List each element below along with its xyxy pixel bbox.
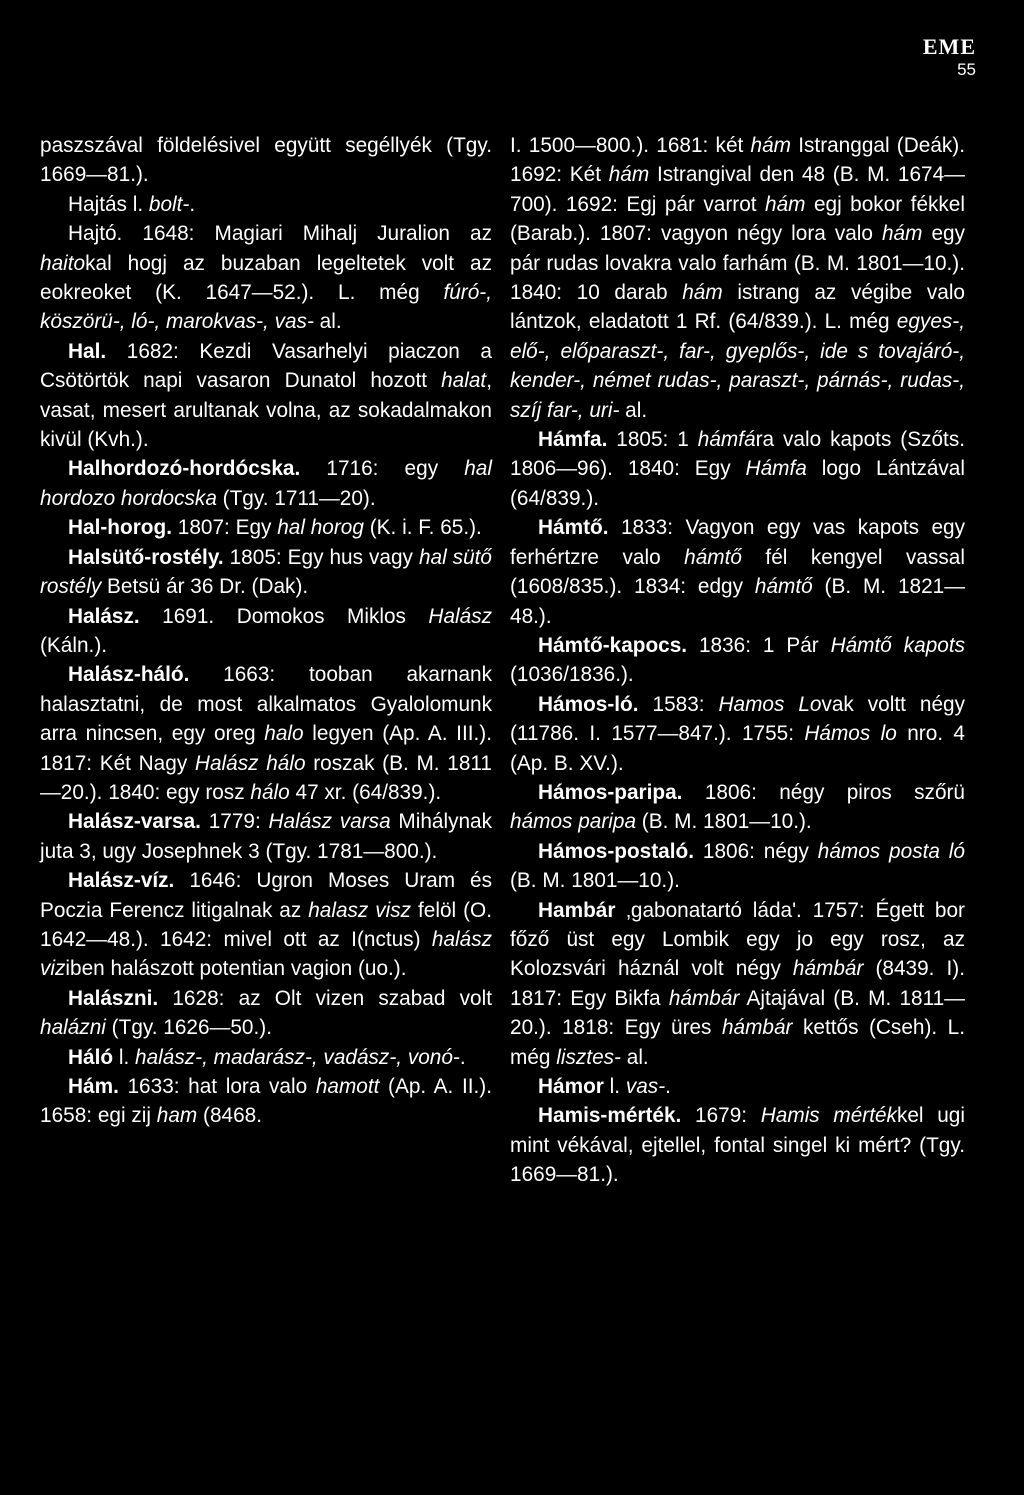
entry-text: (8439. I). 1817: Egy Bikfa [510,957,965,1010]
entry-headword: Hámtő. [538,516,609,540]
italic-term: hal horog [277,516,364,540]
italic-term: lisztes- [556,1045,621,1069]
entry-headword: Háló [68,1045,114,1069]
entry-headword: Hámos-ló. [538,692,639,716]
entry-paragraph [510,778,965,837]
right-column [510,131,965,1190]
italic-term: Hamos Lo [718,692,822,716]
entry-text: 1833: Vagyon egy vas kapots egy ferhértzre valo [510,516,965,569]
italic-term: bolt- [148,192,190,216]
entry-headword: Halász-varsa. [68,810,201,834]
italic-term: hal sütő rostély [40,545,492,599]
entry-headword: Hal. [68,339,107,363]
entry-text: 1805: Egy hus vagy [223,545,419,569]
entry-text: (1036/1836.). [510,663,634,687]
entry-paragraph [40,866,492,984]
italic-term: Halász hálo [194,751,306,775]
entry-headword: Halász-víz. [68,869,175,893]
entry-paragraph [510,425,965,513]
entry-headword: Hám. [68,1075,119,1098]
entry-paragraph [510,837,965,896]
entry-text: kal hogj az buzaban legeltetek volt az eokreoket (K. 1647—52.). L. még [40,251,492,305]
entry-paragraph [40,807,492,866]
italic-term: Hámos lo [804,722,897,746]
entry-text: al. [313,310,342,334]
entry-text: 1646: Ugron Moses Uram és Poczia Ferencz litigalnak az [40,869,492,922]
entry-headword: Halhordozó-hordócska. [68,457,301,481]
entry-text: 1633: hat lora valo [118,1075,316,1098]
entry-text: istrang az végibe valo lántzok, eladatott 1 Rf. (64/839.). L. még [510,281,966,334]
entry-text: (Tgy. 1626—50.). [105,1016,272,1040]
entry-text: egy pár rudas lovakra valo farhám (B. M. 1801—10.). 1840: 10 darab [510,222,965,305]
entry-text: . [459,1045,466,1069]
entry-paragraph [510,513,965,631]
entry-paragraph [40,602,492,661]
italic-term: hámfá [697,428,756,452]
entry-paragraph [40,513,492,542]
entry-text: kel ugi mint vékával, ejtellel, fontal singel ki mért? (Tgy. 1669—81.). [510,1104,965,1187]
italic-term: hámbár [668,986,740,1010]
entry-text: vak voltt négy (11786. I. 1577—847.). 1755: [510,692,965,746]
entry-paragraph [40,1072,492,1131]
entry-headword: Halász. [68,604,140,628]
italic-term: ham [156,1104,198,1128]
entry-headword: Hal-horog. [68,516,172,540]
italic-term: Hamis mérték [760,1104,897,1128]
entry-text: 47 xr. (64/839.). [289,780,442,804]
italic-term: Halász [428,604,492,628]
italic-term: halo [264,722,304,746]
entry-paragraph [40,219,492,337]
entry-text: al. [620,1045,649,1069]
entry-text: Mihálynak juta 3, ugy Josephnek 3 (Tgy. 1781—800.). [40,810,492,863]
italic-term: fúró-, köszörü-, ló-, marokvas-, vas- [40,281,492,334]
entry-text: 1691. Domokos Miklos [139,604,429,628]
italic-term: hámtő [684,545,742,569]
italic-term: halat [441,369,487,393]
entry-text: Hajtás l. [68,192,149,216]
italic-term: hámtő [754,575,813,599]
entry-paragraph [40,543,492,602]
entry-text: al. [619,398,648,422]
entry-text: (Ap. A. II.). 1658: egi zij [40,1075,492,1128]
italic-term: hám [682,281,723,305]
italic-term: hamott [315,1075,380,1098]
italic-term: vas- [625,1075,666,1098]
italic-term: hal hordozo hordocska [40,457,492,510]
italic-term: halasz visz [308,898,412,922]
italic-term: halázni [40,1016,106,1040]
entry-text: 1836: 1 Pár [687,633,831,657]
entry-text: ra valo kapots (Szőts. 1806—96). 1840: Egy [510,428,965,481]
entry-text: logo Lántzával (64/839.). [510,457,965,510]
entry-text: (B. M. 1801—10.). [636,810,812,834]
entry-headword: Hámfa. [538,428,608,452]
entry-text: I. 1500—800.). 1681: két [510,134,751,157]
entry-headword: Hamis-mérték. [538,1104,682,1128]
entry-text: 1716: egy [300,457,465,481]
entry-text: (B. M. 1821—48.). [510,575,966,628]
entry-paragraph [40,1043,492,1072]
entry-text: egj bokor fékkel (Barab.). 1807: vagyon négy lora valo [510,192,965,246]
entry-headword: Halász-háló. [68,663,190,687]
italic-term: hámbár [721,1016,793,1040]
entry-paragraph [510,631,965,690]
entry-headword: Hámtő-kapocs. [538,633,688,657]
entry-headword: Hámos-paripa. [538,780,683,804]
entry-text: , vasat, mesert arultanak volna, az sokadalmakon kivül (Kvh.). [40,369,492,452]
entry-paragraph [40,660,492,807]
italic-term: hám [608,163,650,187]
entry-paragraph [40,190,492,219]
italic-term: halász viz [40,927,492,981]
left-column [40,131,492,1131]
entry-text: (Tgy. 1711—20). [216,486,376,510]
entry-text: (K. i. F. 65.). [363,516,482,540]
entry-text: kettős (Cseh). L. még [510,1016,966,1069]
entry-paragraph [40,337,492,455]
entry-text: Hajtó. 1648: Magiari Mihalj Juralion az [68,222,492,246]
entry-text: Betsü ár 36 Dr. (Dak). [101,575,309,599]
entry-paragraph [510,690,965,778]
running-head: EME [922,34,976,59]
entry-text: 1663: tooban akarnank halasztatni, de most alkalmatos Gyalolomunk arra nincsen, egy oreg [40,663,492,746]
entry-text: 1805: 1 [607,428,698,452]
italic-term: hámos paripa [510,810,637,834]
entry-text: legyen (Ap. A. III.). 1817: Két Nagy [40,722,492,775]
entry-paragraph [40,131,492,190]
italic-term: halász-, madarász-, vadász-, vonó- [135,1045,460,1069]
entry-text: (8468. [197,1104,262,1128]
italic-term: Hámtő kapots [830,633,965,657]
entry-text: l. [603,1075,626,1098]
entry-text: (B. M. 1801—10.). [510,869,680,893]
entry-paragraph [510,896,965,1072]
entry-text: 1628: az Olt vizen szabad volt [158,986,492,1010]
entry-text: 1779: [200,810,269,834]
italic-term: Hámfa [745,457,807,481]
italic-term: haito [40,251,86,275]
entry-text: 1682: Kezdi Vasarhelyi piaczon a Csötörtök napi vasaron Dunatol hozott [40,339,492,393]
entry-text: . [189,192,196,216]
entry-text: nro. 4 (Ap. B. XV.). [510,722,965,775]
page-number: 55 [957,60,976,79]
entry-headword: Halászni. [68,986,159,1010]
entry-text: . [665,1075,671,1098]
italic-term: hám [750,134,791,157]
entry-text: paszszával földelésivel együtt segéllyék (Tgy. 1669—81.). [40,134,492,187]
entry-text: Istranggal (Deák). 1692: Két [510,134,965,187]
entry-text: (Káln.). [40,633,108,657]
italic-term: hám [881,222,923,246]
entry-text: 1679: [681,1104,761,1128]
entry-paragraph [40,454,492,513]
italic-term: Halász varsa [268,810,391,834]
italic-term: hálo [250,780,290,804]
italic-term: hám [765,192,806,216]
italic-term: hámbár [792,957,864,981]
entry-headword: Hámos-postaló. [538,839,694,863]
italic-term: hámos posta ló [817,839,965,863]
entry-text: roszak (B. M. 1811—20.). 1840: egy rosz [40,751,492,804]
entry-headword: Halsütő-rostély. [68,545,224,569]
entry-text: fél kengyel vassal (1608/835.). 1834: edgy [510,545,965,599]
entry-paragraph [510,131,965,425]
entry-text: 1807: Egy [171,516,278,540]
entry-headword: Hámor [538,1075,604,1098]
page-header [923,34,976,80]
entry-paragraph [510,1072,965,1101]
entry-text: 1806: négy piros szőrü [682,780,965,804]
entry-text: iben halászott potentian vagion (uo.). [65,957,407,981]
entry-text: Ajtajával (B. M. 1811—20.). 1818: Egy üres [510,986,965,1040]
entry-paragraph [510,1101,965,1189]
entry-text: l. [113,1045,136,1069]
entry-text: 1806: négy [694,839,818,863]
entry-text: ‚gabonatartó láda'. 1757: Égett bor főző üst egy Lombik egy jo egy rosz, az Kolozsvári háznál volt négy [510,898,965,981]
entry-text: Istrangival den 48 (B. M. 1674—700). 1692: Egj pár varrot [510,163,965,216]
entry-paragraph [40,984,492,1043]
italic-term: egyes-, elő-, előparaszt-, far-, gyeplős-, ide s tovajáró-, kender-, német rudas-, paraszt-, párnás-, rudas-, szíj far-, uri- [510,310,965,422]
entry-text: felöl (O. 1642—48.). 1642: mivel ott az I(nctus) [40,898,492,951]
entry-text: 1583: [638,692,719,716]
entry-headword: Hambár [538,898,616,922]
